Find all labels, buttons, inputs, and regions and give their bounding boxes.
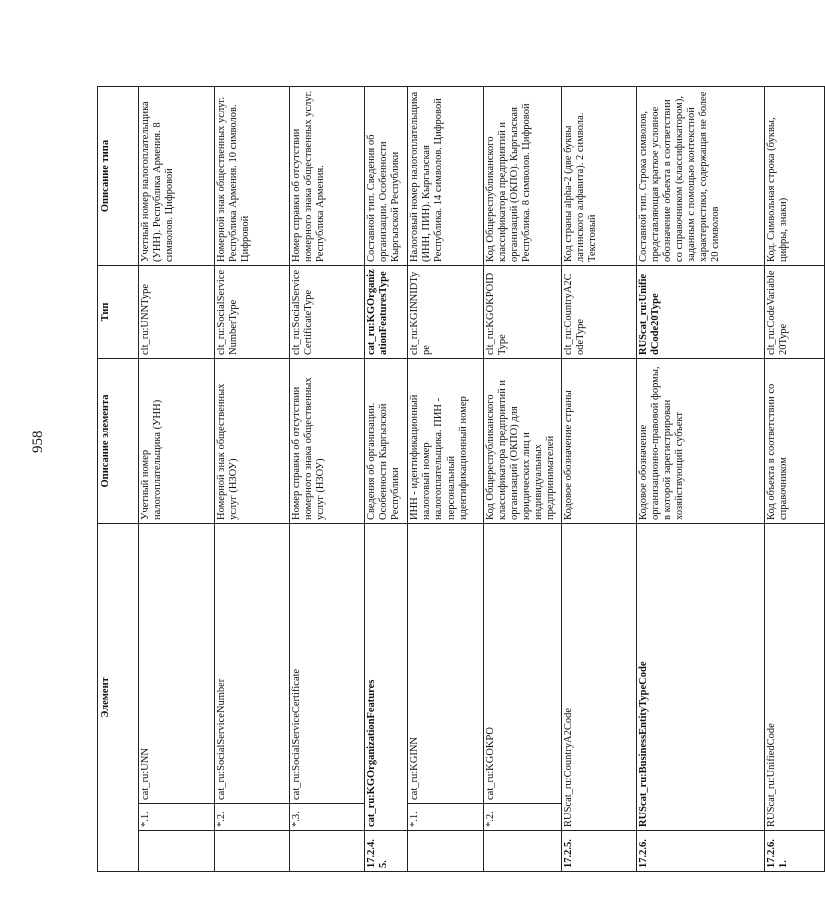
type-description: Налоговый номер налогоплательщика (ИНН, ПИН). Кыргызская Республика. 14 символов. Цифровой: [408, 87, 483, 266]
element-type: clt_ru:CodeVariable20Type: [765, 266, 825, 359]
element-type: clt_ru:KGOKPOIDType: [483, 266, 561, 359]
table-row: [408, 87, 483, 872]
table-row: [637, 87, 765, 872]
element-name: RUScat_ru:BusinessEntityTypeCode: [637, 524, 765, 831]
type-description: Составной тип. Сведения об организации. Особенности Кыргызской Республики: [365, 87, 408, 266]
row-number: 17.2.4.5.: [365, 831, 408, 872]
element-name: cat_ru:UNN: [139, 524, 214, 804]
element-type: clt_ru:UNNType: [139, 266, 214, 359]
blank-cell: [408, 831, 483, 872]
type-description: Номерной знак общественных услуг. Республика Армения. 10 символов. Цифровой: [214, 87, 289, 266]
element-name: cat_ru:KGOrganizationFeatures: [365, 524, 408, 831]
element-type: clt_ru:SocialServiceCertificateType: [289, 266, 364, 359]
row-subnumber: *.3.: [289, 804, 364, 831]
element-type: cat_ru:KGOrganizationFeaturesType: [365, 266, 408, 359]
element-name: cat_ru:KGINN: [408, 524, 483, 804]
element-description: Номерной знак общественных услуг (НЗОУ): [214, 359, 289, 524]
element-description: Сведения об организации. Особенности Кыргызской Республики: [365, 359, 408, 524]
blank-cell: [483, 831, 561, 872]
type-description: Учетный номер налогоплательщика (УНН). Республика Армения. 8 символов. Цифровой: [139, 87, 214, 266]
table-row: [561, 87, 636, 872]
element-description: Код Общереспубликанского классификатора предприятий и организаций (ОКПО) для юридических лиц и индивидуальных предпринимателей: [483, 359, 561, 524]
header-type: Тип: [98, 266, 139, 359]
header-type-description: Описание типа: [98, 87, 139, 266]
rotated-page: [97, 87, 790, 872]
table-row: [214, 87, 289, 872]
row-number: 17.2.6.1.: [765, 831, 825, 872]
table-row: [139, 87, 214, 872]
element-table: [97, 86, 825, 872]
type-description: Составной тип. Строка символов, представляющая краткое условное обозначение объекта в соответствии со справочником (классификатором), заданным с помощью контекстной характеристики, содержащая не более 20 символов: [637, 87, 765, 266]
element-description: Код объекта в соответствии со справочником: [765, 359, 825, 524]
header-description: Описание элемента: [98, 359, 139, 524]
table-header-row: [98, 87, 139, 872]
table-body: [139, 87, 825, 872]
table-row: [765, 87, 825, 872]
element-name: RUScat_ru:UnifiedCode: [765, 524, 825, 831]
row-subnumber: *.1.: [139, 804, 214, 831]
type-description: Код страны alpha-2 (две буквы латинского алфавита). 2 символа. Текстовый: [561, 87, 636, 266]
element-type: clt_ru:KGINNIDType: [408, 266, 483, 359]
header-element: Элемент: [98, 524, 139, 872]
element-description: Кодовое обозначение организационно-правовой формы, в которой зарегистрирован хозяйствующий субъект: [637, 359, 765, 524]
row-subnumber: *.2.: [483, 804, 561, 831]
table-row: [483, 87, 561, 872]
element-name: RUScat_ru:CountryA2Code: [561, 524, 636, 831]
type-description: Код Общереспубликанского классификатора предприятий и организаций (ОКПО). Кыргызская Республика. 8 символов. Цифровой: [483, 87, 561, 266]
type-description: Номер справки об отсутствии номерного знака общественных услуг. Республика Армения.: [289, 87, 364, 266]
element-name: cat_ru:SocialServiceCertificate: [289, 524, 364, 804]
row-subnumber: *.2.: [214, 804, 289, 831]
element-description: Учетный номер налогоплательщика (УНН): [139, 359, 214, 524]
row-number: 17.2.6.: [637, 831, 765, 872]
element-description: Номер справки об отсутствии номерного знака общественных услуг (НЗОУ): [289, 359, 364, 524]
table-row: [289, 87, 364, 872]
element-description: ИНН - идентификационный налоговый номер налогоплательщика. ПИН - персональный идентификационный номер: [408, 359, 483, 524]
type-description: Код. Символьная строка (буквы, цифры, знаки): [765, 87, 825, 266]
page-number: 958: [30, 430, 46, 453]
element-description: Кодовое обозначение страны: [561, 359, 636, 524]
row-subnumber: *.1.: [408, 804, 483, 831]
element-type: clt_ru:SocialServiceNumberType: [214, 266, 289, 359]
element-type: clt_ru:CountryA2CodeType: [561, 266, 636, 359]
element-name: cat_ru:SocialServiceNumber: [214, 524, 289, 804]
element-name: cat_ru:KGOKPO: [483, 524, 561, 804]
blank-cell: [139, 831, 214, 872]
row-number: 17.2.5.: [561, 831, 636, 872]
blank-cell: [214, 831, 289, 872]
element-type: RUScat_ru:UnifiedCode20Type: [637, 266, 765, 359]
blank-cell: [289, 831, 364, 872]
table-row: [365, 87, 408, 872]
